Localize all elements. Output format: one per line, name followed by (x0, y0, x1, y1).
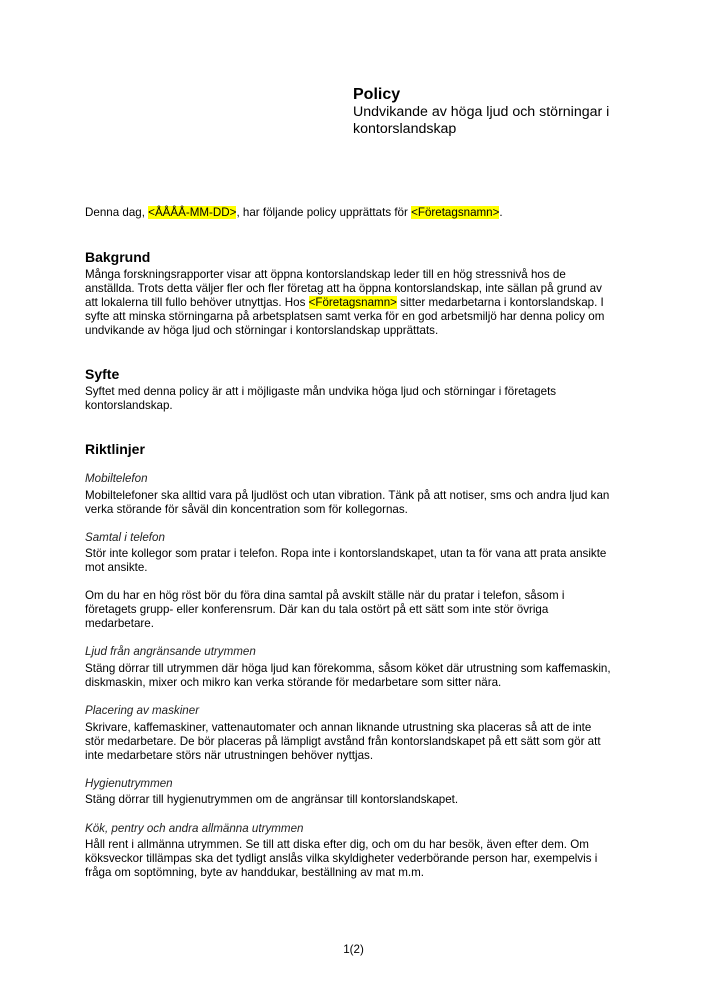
text-line (85, 206, 645, 220)
document-subtitle (353, 104, 707, 138)
text-segment: Ljud från angränsande utrymmen (85, 645, 256, 658)
text-line (85, 472, 645, 486)
text-segment: , har följande policy upprättats för (236, 206, 412, 219)
text-line (85, 793, 645, 807)
text-segment: Undvikande av höga ljud och störningar i (353, 104, 610, 120)
text-line (85, 704, 645, 718)
subheading-hygien (85, 777, 645, 791)
text-segment: Syftet med denna policy är att i möjligaste mån undvika höga ljud och störningar i företagets (85, 385, 557, 398)
text-line (85, 735, 645, 749)
text-line (85, 749, 645, 763)
text-segment: Kök, pentry och andra allmänna utrymmen (85, 822, 304, 835)
text-line (85, 503, 645, 517)
text-segment: stör medarbetare. De bör placeras på lämpligt avstånd från kontorslandskapet på ett sätt som gör att (85, 735, 601, 748)
bakgrund-paragraph (85, 268, 645, 338)
text-line (85, 561, 645, 575)
subheading-ljud (85, 645, 645, 659)
text-segment: syfte att minska störningarna på arbetsplatsen samt verka för en god arbetsmiljö har denna policy om (85, 310, 605, 323)
text-line (85, 852, 645, 866)
subheading-mobiltelefon (85, 472, 645, 486)
subheading-kok (85, 822, 645, 836)
placeholder-field: <Företagsnamn> (308, 296, 397, 309)
text-line (85, 531, 645, 545)
text-segment: inte medarbetare störs när utrustningen behöver nyttjas. (85, 749, 374, 762)
kok-paragraph (85, 838, 645, 880)
text-segment: företagets grupp- eller konferensrum. Där kan du tala ostört på ett sätt som inte stör övriga (85, 603, 549, 616)
hygien-paragraph (85, 793, 645, 807)
intro-paragraph (85, 206, 645, 220)
text-line (353, 86, 707, 104)
mobiltelefon-paragraph (85, 489, 645, 517)
text-segment: Placering av maskiner (85, 704, 200, 717)
subheading-placering (85, 704, 645, 718)
text-line (85, 822, 645, 836)
heading-riktlinjer (85, 441, 645, 457)
heading-syfte (85, 366, 645, 382)
ljud-paragraph (85, 662, 645, 690)
text-segment: undvikande av höga ljud och störningar i kontorslandskap upprättats. (85, 324, 439, 337)
syfte-paragraph (85, 385, 645, 413)
text-segment: Stäng dörrar till hygienutrymmen om de angränsar till kontorslandskapet. (85, 793, 459, 806)
text-segment: mot ansikte. (85, 561, 148, 574)
subheading-samtal (85, 531, 645, 545)
text-line (353, 104, 707, 121)
text-segment: Stäng dörrar till utrymmen där höga ljud kan förekomma, såsom köket där utrustning som kaffemaskin, (85, 662, 611, 675)
text-line (85, 249, 645, 265)
text-line (85, 866, 645, 880)
text-segment: Policy (353, 86, 401, 103)
text-line (85, 296, 645, 310)
text-line (85, 385, 645, 399)
text-segment: Denna dag, (85, 206, 149, 219)
text-line (85, 645, 645, 659)
text-line (85, 777, 645, 791)
text-line (85, 324, 645, 338)
text-segment: köksveckor tillämpas ska det tydligt anslås vilka skyldigheter vederbörande person har, exempelvis i (85, 852, 598, 865)
text-segment: fråga om soptömning, byte av handdukar, beställning av mat m.m. (85, 866, 424, 879)
text-line (85, 589, 645, 603)
text-segment: Om du har en hög röst bör du föra dina samtal på avskilt ställe när du pratar i telefon, såsom i (85, 589, 565, 602)
document-title (353, 86, 707, 104)
text-segment: anställda. Trots detta väljer fler och fler företag att ha öppna kontorslandskap, inte sällan på grund av (85, 282, 602, 295)
text-line (85, 721, 645, 735)
text-segment: Stör inte kollegor som pratar i telefon. Ropa inte i kontorslandskapet, utan ta för vana att prata ansikte (85, 547, 607, 560)
heading-bakgrund (85, 249, 645, 265)
text-segment: kontorslandskap (353, 121, 457, 137)
text-line (85, 676, 645, 690)
text-segment: Riktlinjer (85, 441, 145, 457)
text-line (85, 617, 645, 631)
text-line (85, 662, 645, 676)
text-segment: Hygienutrymmen (85, 777, 173, 790)
text-segment: Många forskningsrapporter visar att öppna kontorslandskap leder till en hög stressnivå hos de (85, 268, 566, 281)
text-line (85, 838, 645, 852)
text-line (85, 310, 645, 324)
text-segment: Mobiltelefon (85, 472, 148, 485)
text-line (85, 399, 645, 413)
placeholder-field: <ÅÅÅÅ-MM-DD> (148, 206, 237, 219)
text-segment: . (499, 206, 503, 219)
text-segment: medarbetare. (85, 617, 154, 630)
samtal-paragraph-1 (85, 547, 645, 575)
text-line (353, 121, 707, 138)
text-segment: Mobiltelefoner ska alltid vara på ljudlöst och utan vibration. Tänk på att notiser, sms och andra ljud kan (85, 489, 610, 502)
text-segment: Syfte (85, 366, 120, 382)
text-line (85, 282, 645, 296)
text-segment: Skrivare, kaffemaskiner, vattenautomater och annan liknande utrustning ska placeras så att de inte (85, 721, 592, 734)
text-line (85, 603, 645, 617)
text-segment: sitter medarbetarna i kontorslandskap. I (396, 296, 604, 309)
text-line (85, 366, 645, 382)
page-number: 1(2) (343, 943, 364, 956)
text-line (85, 489, 645, 503)
samtal-paragraph-2 (85, 589, 645, 631)
text-segment: Samtal i telefon (85, 531, 165, 544)
placering-paragraph (85, 721, 645, 763)
placeholder-field: <Företagsnamn> (411, 206, 500, 219)
text-line (85, 547, 645, 561)
text-segment: Bakgrund (85, 249, 151, 265)
text-line (85, 441, 645, 457)
text-segment: Håll rent i allmänna utrymmen. Se till att diska efter dig, och om du har besök, även efter dem. Om (85, 838, 589, 851)
text-segment: att lokalerna till fullo behöver utnyttjas. Hos (85, 296, 309, 309)
text-segment: kontorslandskap. (85, 399, 173, 412)
text-segment: diskmaskin, mixer och mikro kan verka störande för medarbetare som sitter nära. (85, 676, 502, 689)
text-segment: verka störande för såväl din koncentration som för kollegornas. (85, 503, 408, 516)
text-line (85, 268, 645, 282)
